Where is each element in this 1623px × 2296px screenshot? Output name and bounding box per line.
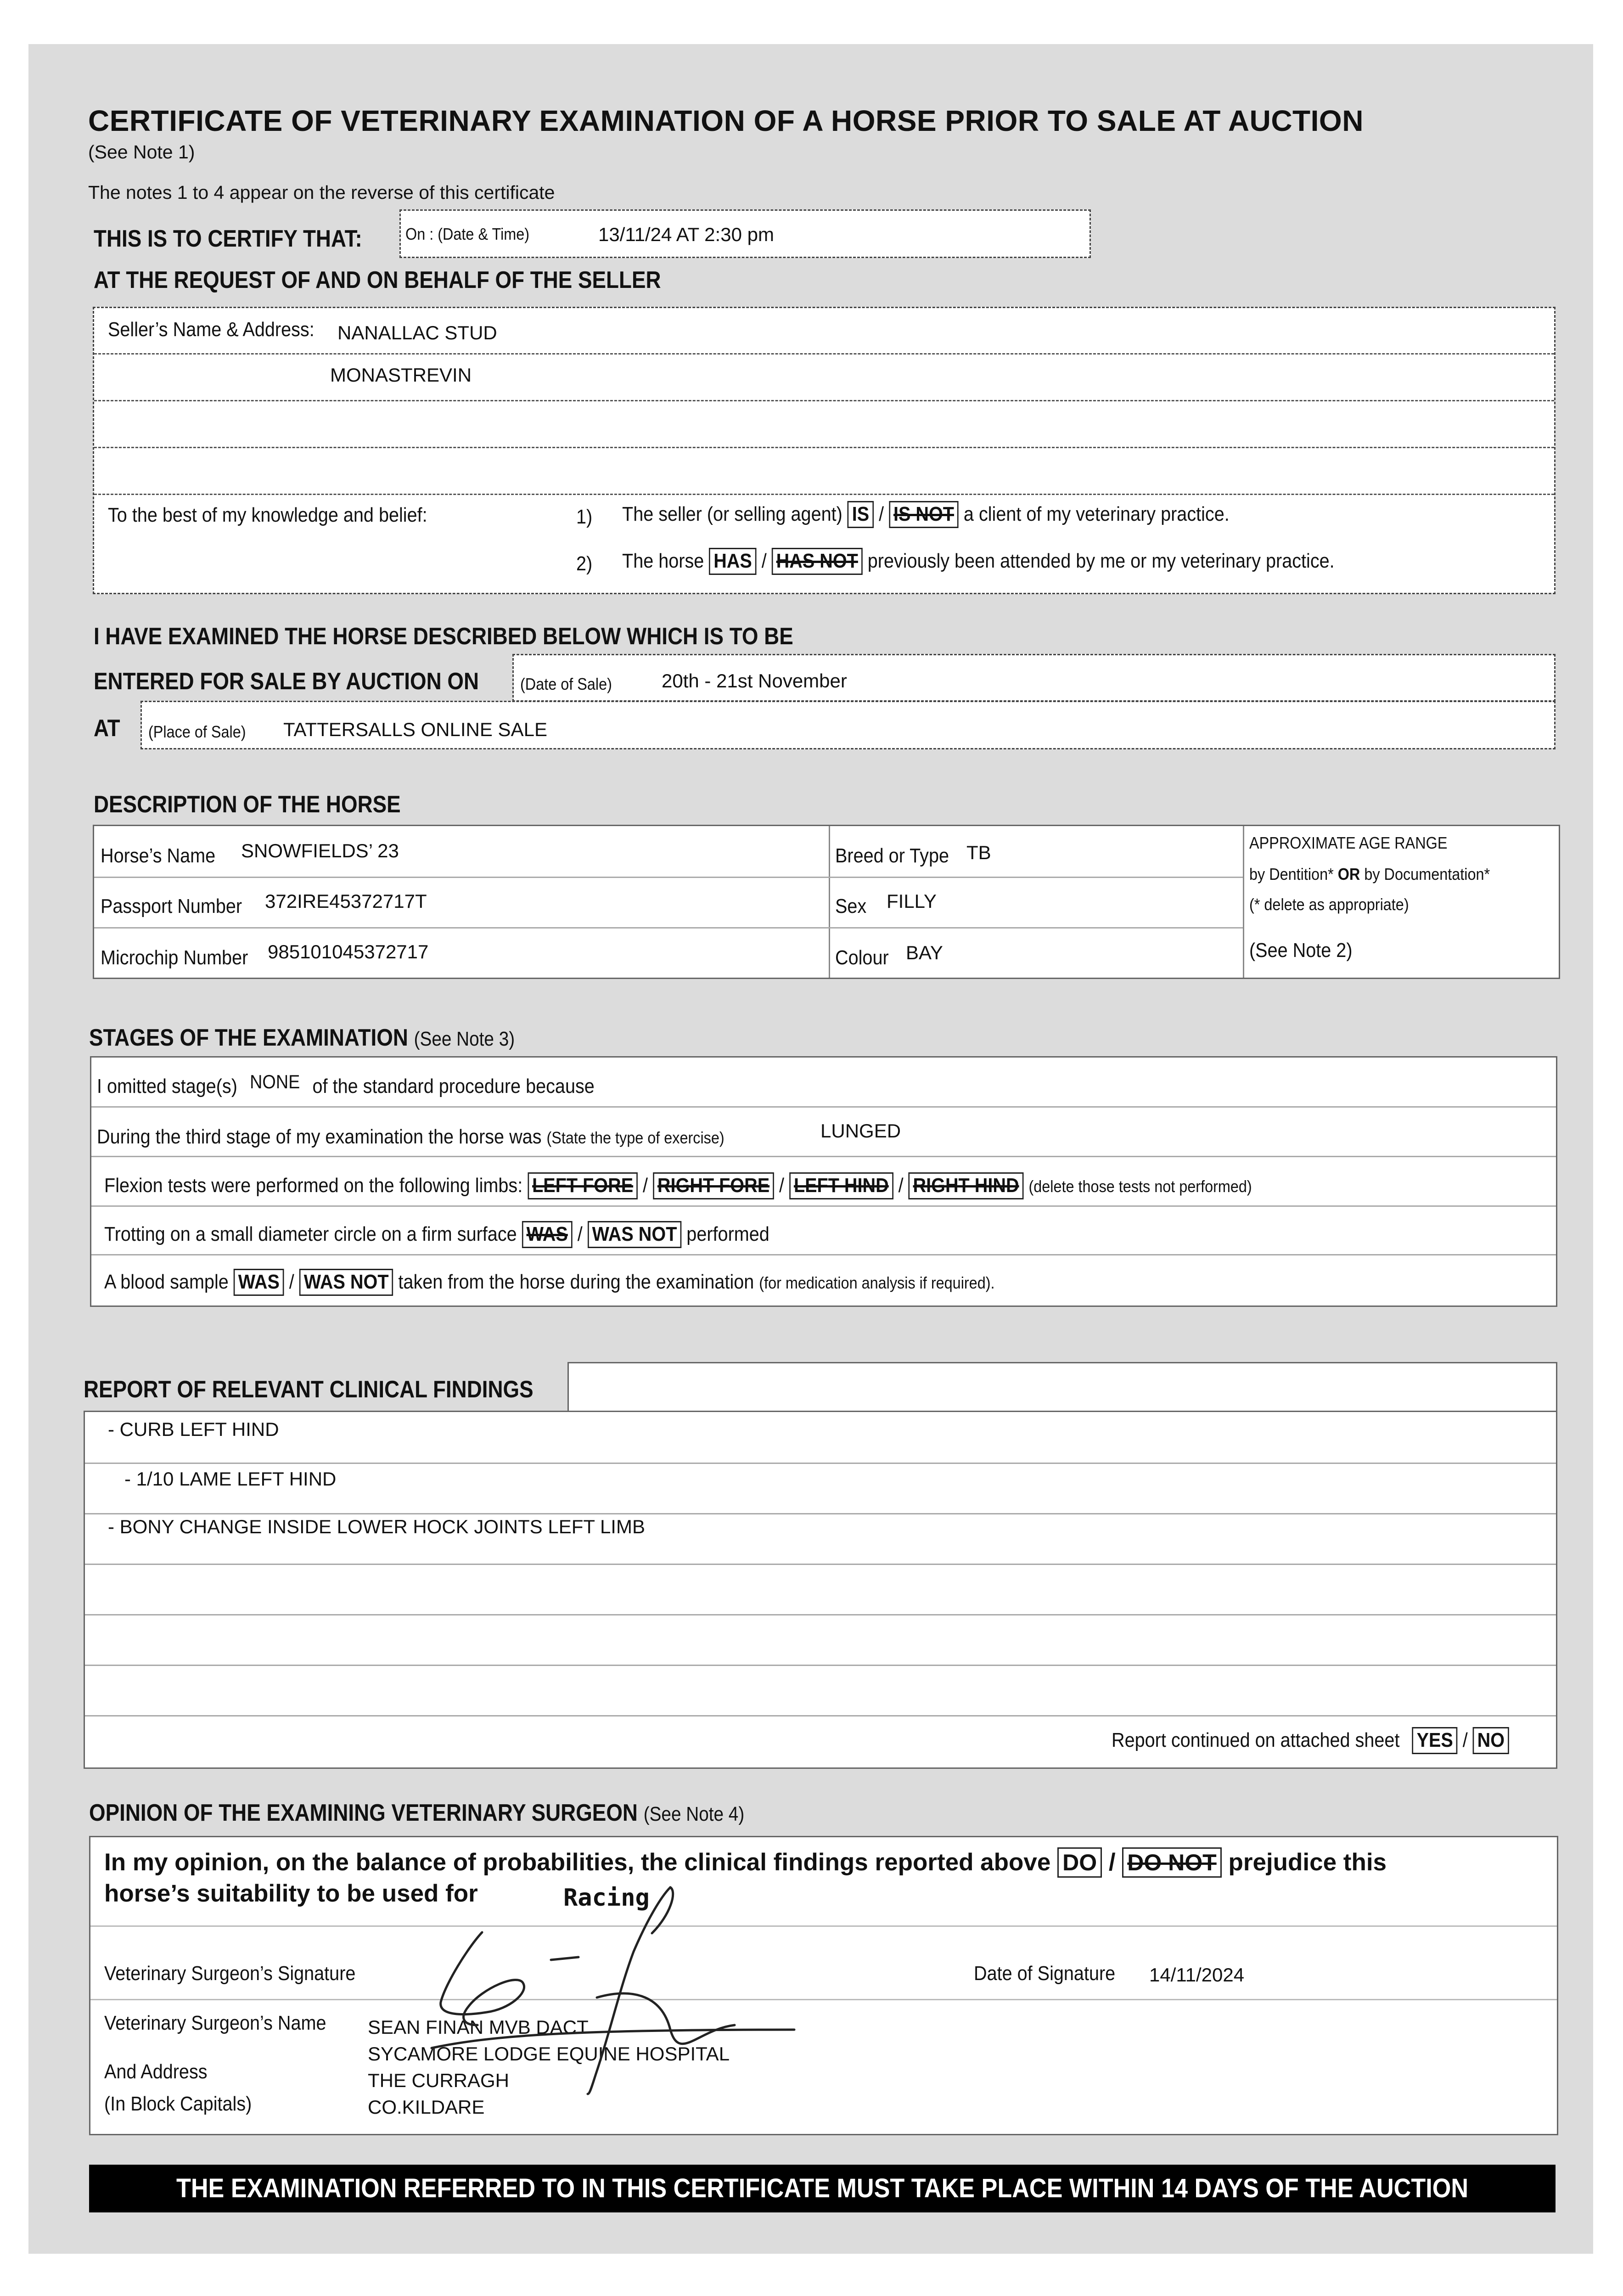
surgeon-address-label: And Address <box>104 2060 208 2083</box>
place-of-sale-value: TATTERSALLS ONLINE SALE <box>283 719 547 740</box>
passport-value[interactable]: 372IRE45372717T <box>265 890 427 912</box>
on-value: 13/11/24 AT 2:30 pm <box>598 224 774 245</box>
date-of-sale-field[interactable] <box>512 654 1556 702</box>
surgeon-name-value[interactable]: SEAN FINAN MVB DACT <box>368 2016 589 2038</box>
trotting-row: Trotting on a small diameter circle on a firm surface WAS / WAS NOT performed <box>104 1221 769 1248</box>
age-see-note: (See Note 2) <box>1249 939 1353 962</box>
belief-label: To the best of my knowledge and belief: <box>108 504 427 526</box>
flex-right-hind[interactable]: RIGHT HIND <box>909 1172 1024 1199</box>
breed-label: Breed or Type <box>835 844 949 867</box>
stages-heading: STAGES OF THE EXAMINATION (See Note 3) <box>89 1024 515 1051</box>
is-not-option[interactable]: IS NOT <box>889 501 959 528</box>
omitted-stages-row: I omitted stage(s) NONE of the standard procedure because <box>97 1071 595 1097</box>
finding-line[interactable]: - CURB LEFT HIND <box>108 1418 279 1440</box>
report-continued-row: Report continued on attached sheet YES / NO <box>1112 1727 1509 1754</box>
opinion-do[interactable]: DO <box>1057 1847 1102 1878</box>
has-option[interactable]: HAS <box>709 548 756 575</box>
see-note-1: (See Note 1) <box>88 141 195 163</box>
belief-num-2: 2) <box>576 552 593 575</box>
notes-line: The notes 1 to 4 appear on the reverse of this certificate <box>88 182 555 203</box>
belief-statement-1: The seller (or selling agent) IS / IS NOT a client of my veterinary practice. <box>622 501 1230 528</box>
finding-line[interactable]: - BONY CHANGE INSIDE LOWER HOCK JOINTS LEFT LIMB <box>108 1516 645 1537</box>
blood-was-not[interactable]: WAS NOT <box>299 1269 393 1296</box>
examined-heading-1: I HAVE EXAMINED THE HORSE DESCRIBED BELOW WHICH IS TO BE <box>94 623 793 650</box>
seller-section <box>93 307 1556 594</box>
sex-value[interactable]: FILLY <box>887 890 937 912</box>
age-range-title: APPROXIMATE AGE RANGE <box>1249 833 1448 852</box>
third-stage-value[interactable]: LUNGED <box>820 1120 901 1142</box>
continued-no[interactable]: NO <box>1473 1727 1509 1754</box>
date-of-sale-label: (Date of Sale) <box>520 675 612 693</box>
colour-label: Colour <box>835 946 889 969</box>
signature-date-label: Date of Signature <box>974 1962 1116 1985</box>
findings-heading: REPORT OF RELEVANT CLINICAL FINDINGS <box>84 1376 534 1403</box>
belief-statement-2: The horse HAS / HAS NOT previously been attended by me or my veterinary practice. <box>622 548 1335 575</box>
flex-right-fore[interactable]: RIGHT FORE <box>653 1172 774 1199</box>
intended-use-value[interactable]: Racing <box>563 1884 650 1912</box>
microchip-label: Microchip Number <box>101 946 248 969</box>
microchip-value[interactable]: 985101045372717 <box>268 941 429 962</box>
signature-mark <box>413 1878 826 2099</box>
signature-label: Veterinary Surgeon’s Signature <box>104 1962 356 1985</box>
has-not-option[interactable]: HAS NOT <box>772 548 863 575</box>
belief-num-1: 1) <box>576 506 593 528</box>
seller-name[interactable]: NANALLAC STUD <box>337 322 497 343</box>
block-capitals-label: (In Block Capitals) <box>104 2093 252 2115</box>
date-of-sale-value: 20th - 21st November <box>662 670 847 692</box>
passport-label: Passport Number <box>101 895 242 917</box>
stages-table <box>90 1056 1557 1307</box>
sex-label: Sex <box>835 895 867 917</box>
place-of-sale-field[interactable] <box>140 701 1556 749</box>
examined-heading-2: ENTERED FOR SALE BY AUCTION ON <box>94 668 479 695</box>
horse-name-value[interactable]: SNOWFIELDS’ 23 <box>241 840 399 861</box>
surgeon-name-label: Veterinary Surgeon’s Name <box>104 2012 326 2034</box>
age-range-methods: by Dentition* OR by Documentation* <box>1249 865 1490 884</box>
seller-address[interactable]: MONASTREVIN <box>330 364 472 386</box>
signature-date-value[interactable]: 14/11/2024 <box>1149 1964 1245 1986</box>
flexion-row: Flexion tests were performed on the following limbs: LEFT FORE / RIGHT FORE / LEFT HIND / RIGHT HIND (delete those tests not performed) <box>104 1172 1252 1199</box>
blood-sample-row: A blood sample WAS / WAS NOT taken from the horse during the examination (for medication analysis if required). <box>104 1269 995 1296</box>
findings-table <box>84 1411 1557 1769</box>
on-label: On : (Date & Time) <box>405 225 530 243</box>
request-heading: AT THE REQUEST OF AND ON BEHALF OF THE SELLER <box>94 267 661 293</box>
certify-label: THIS IS TO CERTIFY THAT: <box>94 225 362 252</box>
flex-left-hind[interactable]: LEFT HIND <box>789 1172 893 1199</box>
opinion-do-not[interactable]: DO NOT <box>1122 1847 1221 1878</box>
surgeon-address-line[interactable]: CO.KILDARE <box>368 2096 485 2118</box>
colour-value[interactable]: BAY <box>906 942 943 963</box>
horse-name-label: Horse’s Name <box>101 844 216 867</box>
opinion-statement: In my opinion, on the balance of probabilities, the clinical findings reported above DO / DO NOT prejudice this <box>104 1847 1387 1878</box>
description-heading: DESCRIPTION OF THE HORSE <box>94 791 401 818</box>
place-of-sale-label: (Place of Sale) <box>148 722 246 741</box>
omitted-stages-value[interactable]: NONE <box>250 1071 300 1092</box>
footer-text: THE EXAMINATION REFERRED TO IN THIS CERTIFICATE MUST TAKE PLACE WITHIN 14 DAYS OF THE AUCTION <box>176 2173 1469 2203</box>
opinion-heading: OPINION OF THE EXAMINING VETERINARY SURGEON (See Note 4) <box>89 1800 745 1826</box>
exam-datetime-field[interactable] <box>399 209 1091 258</box>
at-label: AT <box>94 715 120 742</box>
breed-value[interactable]: TB <box>966 842 991 863</box>
is-option[interactable]: IS <box>848 501 874 528</box>
flex-left-fore[interactable]: LEFT FORE <box>528 1172 638 1199</box>
continued-yes[interactable]: YES <box>1412 1727 1458 1754</box>
surgeon-address-line[interactable]: SYCAMORE LODGE EQUINE HOSPITAL <box>368 2043 730 2065</box>
surgeon-address-line[interactable]: THE CURRAGH <box>368 2070 510 2091</box>
age-delete-note: (* delete as appropriate) <box>1249 895 1409 914</box>
certificate-title: CERTIFICATE OF VETERINARY EXAMINATION OF A HORSE PRIOR TO SALE AT AUCTION <box>88 104 1364 137</box>
footer-banner <box>89 2165 1556 2212</box>
trot-was-not[interactable]: WAS NOT <box>588 1221 682 1248</box>
blood-was[interactable]: WAS <box>234 1269 284 1296</box>
finding-line[interactable]: - 1/10 LAME LEFT HIND <box>124 1468 337 1490</box>
opinion-statement-line2: horse’s suitability to be used for <box>104 1880 478 1907</box>
seller-label: Seller’s Name & Address: <box>108 318 314 341</box>
trot-was[interactable]: WAS <box>522 1221 573 1248</box>
horse-description-table <box>93 825 1560 979</box>
findings-heading-cell <box>567 1362 1557 1412</box>
third-stage-row: During the third stage of my examination the horse was (State the type of exercise) <box>97 1125 724 1148</box>
